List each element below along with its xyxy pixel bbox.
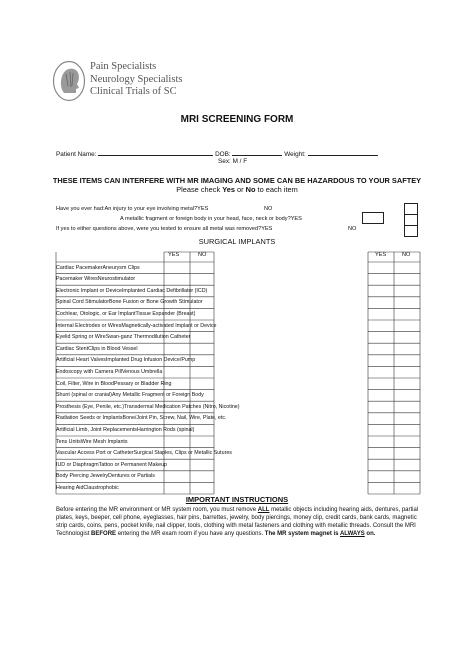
warning-heading: THESE ITEMS CAN INTERFERE WITH MR IMAGING AND SOME CAN BE HAZARDOUS TO YOUR SAFTEY <box>52 176 422 185</box>
magnet-warning-end: on. <box>364 531 376 537</box>
instructions-part-2: metallic objects including hearing aids, dentures, partial plates, keys, beeper, cell phone, eyeglasses, hair pins, barrettes, jewelry, body piercings, money clip, credit cards, bank cards, magnetic strip cards, coins, pens, pocket knife, nail clipper, tools, clothing with metal fasteners and clothing with metallic threads. Consult the MRI Technologist <box>56 507 419 537</box>
form-title: MRI SCREENING FORM <box>180 114 294 125</box>
magnet-always: ALWAYS <box>339 531 365 537</box>
instructions-part-1: Before entering the MR environment or MR system room, you must remove <box>56 507 258 513</box>
instructions-text <box>56 506 426 538</box>
question-metal-tested-no: NO <box>348 226 357 232</box>
surgical-implants-heading: SURGICAL IMPLANTS <box>198 237 276 246</box>
implant-row: Coil, Filter, Wire in BloodPessary or Bladder Ring <box>56 380 172 387</box>
implant-row: Artificial Limb, Joint ReplacementsHarrington Rods (spinal) <box>56 426 195 433</box>
implant-row: Spinal Cord StimulatorBone Fusion or Bone Growth Stimulator <box>56 299 203 306</box>
patient-name-label: Patient Name: <box>56 151 97 158</box>
sex-field[interactable]: Sex: M / F <box>218 158 248 165</box>
right-yes-header: YES <box>375 252 387 258</box>
org-line-1: Pain Specialists <box>90 61 157 72</box>
instructions-before: BEFORE <box>91 531 117 537</box>
magnet-warning: The MR system magnet is <box>264 531 340 537</box>
implant-row: Cardiac PacemakerAneurysm Clips <box>56 264 140 271</box>
implant-row: IUD or DiaphragmTattoo or Permanent Makeup <box>56 461 167 468</box>
warning-text-mid: or <box>234 185 246 194</box>
implant-row: Pacemaker WiresNeurostimulator <box>56 276 136 283</box>
question-metal-tested: If yes to either questions above, were you tested to ensure all metal was removed?YES <box>56 226 273 232</box>
implant-row: Radiation Seeds or ImplantsBone/Joint Pin, Screw, Nail, Wire, Plate, etc. <box>56 415 227 422</box>
weight-label: Weight: <box>284 151 306 158</box>
implant-row: Tens UnitsWire Mesh Implants <box>56 438 128 445</box>
right-no-header: NO <box>402 252 411 258</box>
dob-label: DOB: <box>215 151 231 158</box>
question-metal-fragment: A metallic fragment or foreign body in your head, face, neck or body?YES <box>120 216 302 222</box>
org-line-3: Clinical Trials of SC <box>90 86 177 97</box>
implant-row: Artificial Heart ValvesImplanted Drug Infusion Device/Pump <box>56 357 196 364</box>
instructions-heading: IMPORTANT INSTRUCTIONS <box>185 495 289 504</box>
implant-row: Eyelid Spring or WireSwan-ganz Thermodilution Catheter <box>56 334 191 341</box>
instructions-all: ALL <box>257 507 270 513</box>
warning-yes: Yes <box>222 185 235 194</box>
warning-no: No <box>245 185 256 194</box>
implant-row: Internal Electrodes or WiresMagnetically-activated Implant or Device <box>56 322 217 329</box>
org-line-2: Neurology Specialists <box>90 73 183 85</box>
implant-row: Body Piercing JewelryDentures or Partials <box>56 473 155 480</box>
implant-row: Cardiac StentClips in Blood Vessel <box>56 345 138 352</box>
question-eye-injury-no: NO <box>264 206 273 212</box>
left-no-header: NO <box>198 252 207 258</box>
question-eye-injury: Have you ever had:An injury to your eye involving metal?YES <box>56 206 209 212</box>
implant-row: Shunt (spinal or cranial)Any Metallic Fragment or Foreign Body <box>56 392 204 399</box>
warning-text-post: to each item <box>255 185 298 194</box>
warning-text-pre: Please check <box>176 185 223 194</box>
implant-row: Prosthesis (Eye, Penile, etc.)Transdermal Medication Patches (Nitro, Nicotine) <box>56 403 240 410</box>
left-yes-header: YES <box>168 252 180 258</box>
implant-row: Vascular Access Port or CatheterSurgical Staples, Clips or Metallic Sutures <box>56 450 232 457</box>
implant-row: Hearing AidClaustrophobic <box>56 484 119 491</box>
implant-row: Electronic Implant or DeviceImplanted Cardiac Defibrillator (ICD) <box>56 287 208 294</box>
implant-row: Cochlear, Otologic, or Ear ImplantTissue Expander (Breast) <box>56 310 196 317</box>
implant-row: Endoscopy with Camera PillVenous Umbrella <box>56 368 163 375</box>
instructions-part-3: entering the MR exam room if you have any questions. <box>116 531 265 537</box>
